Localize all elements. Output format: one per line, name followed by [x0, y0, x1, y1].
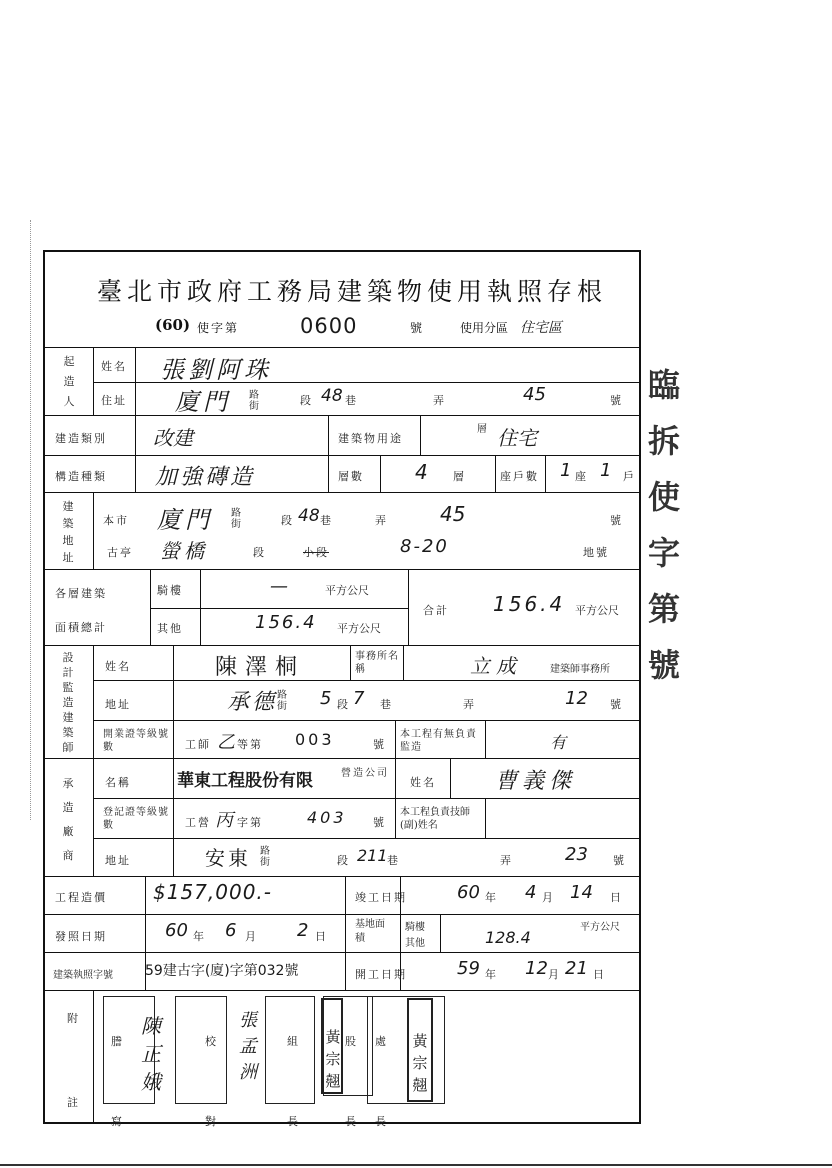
- architect-road-suffix: 路街: [277, 690, 289, 712]
- architect-supervise-value: 有: [550, 733, 567, 752]
- other-label: 其他: [157, 622, 183, 635]
- form-title: 臺北市政府工務局建築物使用執照存根: [97, 277, 608, 306]
- contractor-road: 安東: [205, 846, 251, 870]
- sign-column-transcribe: 謄寫: [111, 1035, 124, 1128]
- contractor-number-word: 號: [613, 854, 626, 867]
- contractor-reg-number: 403: [307, 808, 347, 827]
- units-word-a: 座: [575, 470, 588, 483]
- site-sub-section: 小段: [303, 546, 329, 559]
- contractor-section-word: 段: [337, 854, 350, 867]
- zone-label: 使用分區: [460, 321, 509, 335]
- start-month-word: 月: [548, 968, 561, 981]
- site-area-unit: 平方公尺: [580, 922, 620, 933]
- architect-supervise-label: 本工程有無負責監造: [400, 729, 477, 753]
- architect-license-label: 開業證等級號數: [103, 729, 169, 753]
- other-unit: 平方公尺: [337, 622, 381, 635]
- handwritten-signature-a: 陳正娥: [141, 1014, 161, 1094]
- bleed-through-text: [648, 360, 688, 696]
- architect-license-number: 003: [295, 730, 335, 749]
- contractor-lane: 211: [357, 846, 388, 865]
- start-date-label: 開工日期: [355, 968, 407, 981]
- sign-box-checker: [175, 996, 227, 1104]
- start-year: 59: [457, 958, 480, 979]
- owner-number: 45: [523, 384, 546, 405]
- bottom-scan-edge: [0, 1164, 832, 1166]
- completion-year-word: 年: [485, 891, 498, 904]
- architect-lane-word: 巷: [380, 698, 393, 711]
- owner-address-label: 住址: [101, 394, 127, 407]
- cost-label: 工程造價: [55, 891, 107, 904]
- contractor-reg-label: 登記證等級號數: [103, 807, 169, 831]
- units-value-a: 1: [560, 460, 572, 481]
- site-alley-word: 弄: [375, 514, 388, 527]
- completion-month-word: 月: [542, 891, 555, 904]
- arcade-unit: 平方公尺: [325, 584, 369, 597]
- arcade-value: —: [270, 576, 288, 597]
- completion-label: 竣工日期: [355, 891, 407, 904]
- area-section-label-1: 各層建築: [55, 587, 107, 600]
- contractor-rep-value: 曹義傑: [495, 769, 577, 794]
- left-edge-marks: [2, 220, 31, 820]
- site-road-suffix: 路街: [231, 508, 243, 530]
- architect-road: 承德: [227, 690, 278, 715]
- site-land-number: 8-20: [400, 536, 449, 557]
- completion-day-word: 日: [610, 891, 623, 904]
- site-land-number-word: 地號: [583, 546, 609, 559]
- site-number-word: 號: [610, 514, 623, 527]
- contractor-lane-word: 巷: [387, 854, 400, 867]
- contractor-reg-mid: 字第: [237, 816, 263, 829]
- owner-road-suffix: 路街: [249, 390, 261, 412]
- issue-year-word: 年: [193, 930, 206, 943]
- bleed-char: 第: [648, 590, 681, 628]
- architect-name-value: 陳澤桐: [215, 655, 306, 680]
- architect-office-label: 事務所名稱: [355, 651, 399, 675]
- owner-name-label: 姓名: [101, 360, 127, 373]
- total-value: 156.4: [493, 592, 566, 616]
- site-land-section: 螢橋: [160, 539, 208, 563]
- total-label: 合計: [423, 604, 449, 617]
- area-section-label-2: 面積總計: [55, 621, 107, 634]
- seal-stamp-b-text: 黃宗翹: [412, 1032, 428, 1094]
- contractor-address-label: 地址: [105, 854, 131, 867]
- site-district: 古亭: [107, 546, 133, 559]
- cost-value: $157,000.-: [153, 880, 273, 904]
- issue-day: 2: [297, 920, 309, 941]
- contractor-tech-label: 本工程負責技師(副)姓名: [400, 807, 470, 831]
- owner-section-label: 起造人: [63, 355, 75, 408]
- architect-license-suffix: 號: [373, 738, 386, 751]
- owner-lane: 48: [321, 386, 343, 406]
- owner-section-word: 段: [300, 394, 313, 407]
- floors-word: 層: [453, 470, 466, 483]
- contractor-rep-label: 姓名: [410, 776, 436, 789]
- contractor-section-label: 承造廠商: [62, 777, 74, 862]
- owner-number-word: 號: [610, 394, 623, 407]
- other-value: 156.4: [255, 612, 317, 633]
- total-unit: 平方公尺: [575, 604, 619, 617]
- permit-number: 0600: [300, 314, 358, 338]
- bleed-char: 字: [648, 534, 681, 572]
- start-month: 12: [525, 958, 548, 979]
- contractor-alley-word: 弄: [500, 854, 513, 867]
- architect-license-grade: 乙: [217, 732, 235, 753]
- sign-column-section-chief: 股長: [345, 1035, 358, 1128]
- permit-number-row: [155, 314, 615, 338]
- completion-year: 60: [457, 882, 480, 903]
- contractor-name-suffix: 營造公司: [341, 768, 389, 779]
- floors-value: 4: [415, 460, 428, 484]
- handwritten-signature-b: 張孟洲: [239, 1010, 257, 1083]
- site-lane-word: 巷: [320, 514, 333, 527]
- site-other-label: 其他: [405, 938, 425, 949]
- architect-license-mid: 等第: [237, 738, 263, 751]
- architect-number-word: 號: [610, 698, 623, 711]
- site-number: 45: [440, 502, 466, 526]
- remarks-label-2: 註: [67, 1096, 80, 1109]
- zone-value: 住宅區: [520, 320, 562, 336]
- owner-alley-word: 弄: [433, 394, 446, 407]
- units-word-b: 戶: [623, 470, 636, 483]
- site-city: 本市: [103, 514, 129, 527]
- owner-road: 廈門: [175, 388, 231, 416]
- sign-column-director: 處長: [375, 1035, 388, 1128]
- seal-stamp-b: [407, 998, 433, 1102]
- contractor-reg-grade: 丙: [215, 810, 233, 831]
- architect-address-label: 地址: [105, 698, 131, 711]
- site-section-label: 建築地址: [62, 500, 74, 564]
- building-use-floor-word: 層: [477, 424, 489, 435]
- architect-office-suffix: 建築師事務所: [550, 664, 610, 675]
- floors-label: 層數: [338, 470, 364, 483]
- permit-prefix-label: 使字第: [197, 321, 240, 335]
- bleed-char: 臨: [648, 366, 681, 404]
- arcade-label: 騎樓: [157, 584, 183, 597]
- seal-stamp-a-text: 黃宗翹: [325, 1028, 341, 1090]
- units-value-b: 1: [600, 460, 612, 481]
- issue-year: 60: [165, 920, 188, 941]
- contractor-reg-prefix: 工營: [185, 816, 211, 829]
- start-day: 21: [565, 958, 588, 979]
- issue-month: 6: [225, 920, 237, 941]
- contractor-road-suffix: 路街: [260, 846, 272, 868]
- site-arcade-label: 騎樓: [405, 922, 425, 933]
- permit-form: [43, 250, 641, 1128]
- architect-office-value: 立成: [470, 654, 522, 678]
- units-label: 座戶數: [500, 470, 539, 483]
- site-land-section-word: 段: [253, 546, 266, 559]
- architect-lane-value: 7: [353, 688, 365, 709]
- architect-license-prefix: 工師: [185, 738, 211, 751]
- architect-number: 12: [565, 688, 588, 709]
- sign-column-proofread: 校對: [205, 1035, 218, 1128]
- bleed-char: 號: [648, 646, 681, 684]
- architect-section-label: 設計監造建築師: [62, 651, 74, 754]
- building-permit-label: 建築執照字號: [53, 970, 113, 981]
- site-road: 廈門: [157, 506, 213, 534]
- completion-month: 4: [525, 882, 537, 903]
- start-day-word: 日: [593, 968, 606, 981]
- completion-day: 14: [570, 882, 593, 903]
- seal-stamp-a: [321, 998, 343, 1094]
- structure-label: 構造種類: [55, 470, 107, 483]
- site-lane: 48: [298, 506, 320, 526]
- building-use-label: 建築物用途: [338, 432, 403, 445]
- contractor-name-label: 名稱: [105, 776, 131, 789]
- owner-lane-word: 巷: [345, 394, 358, 407]
- issue-day-word: 日: [315, 930, 328, 943]
- architect-alley-word: 弄: [463, 698, 476, 711]
- building-use-value: 住宅: [497, 426, 537, 450]
- owner-name-value: 張劉阿珠: [160, 356, 272, 384]
- start-year-word: 年: [485, 968, 498, 981]
- sign-column-group-leader: 組長: [287, 1035, 300, 1128]
- contractor-reg-suffix: 號: [373, 816, 386, 829]
- architect-name-label: 姓名: [105, 660, 131, 673]
- permit-number-suffix: 號: [410, 321, 423, 335]
- structure-value: 加強磚造: [155, 465, 256, 490]
- contractor-number: 23: [565, 844, 588, 865]
- bleed-char: 使: [648, 478, 681, 516]
- contractor-name-value: 華東工程股份有限: [177, 771, 313, 791]
- building-permit-value: 59建古字(廈)字第032號: [145, 963, 299, 979]
- construction-type-label: 建造類別: [55, 432, 107, 445]
- remarks-label-1: 附: [67, 1012, 80, 1025]
- site-section-word: 段: [281, 514, 294, 527]
- site-other-value: 128.4: [485, 928, 531, 947]
- issue-month-word: 月: [245, 930, 258, 943]
- site-area-label: 基地面積: [355, 919, 385, 944]
- architect-section-word: 段: [337, 698, 350, 711]
- construction-type-value: 改建: [153, 426, 193, 450]
- bleed-char: 拆: [648, 422, 681, 460]
- issue-date-label: 發照日期: [55, 930, 107, 943]
- architect-section-value: 5: [320, 688, 332, 709]
- permit-year: (60): [155, 316, 191, 334]
